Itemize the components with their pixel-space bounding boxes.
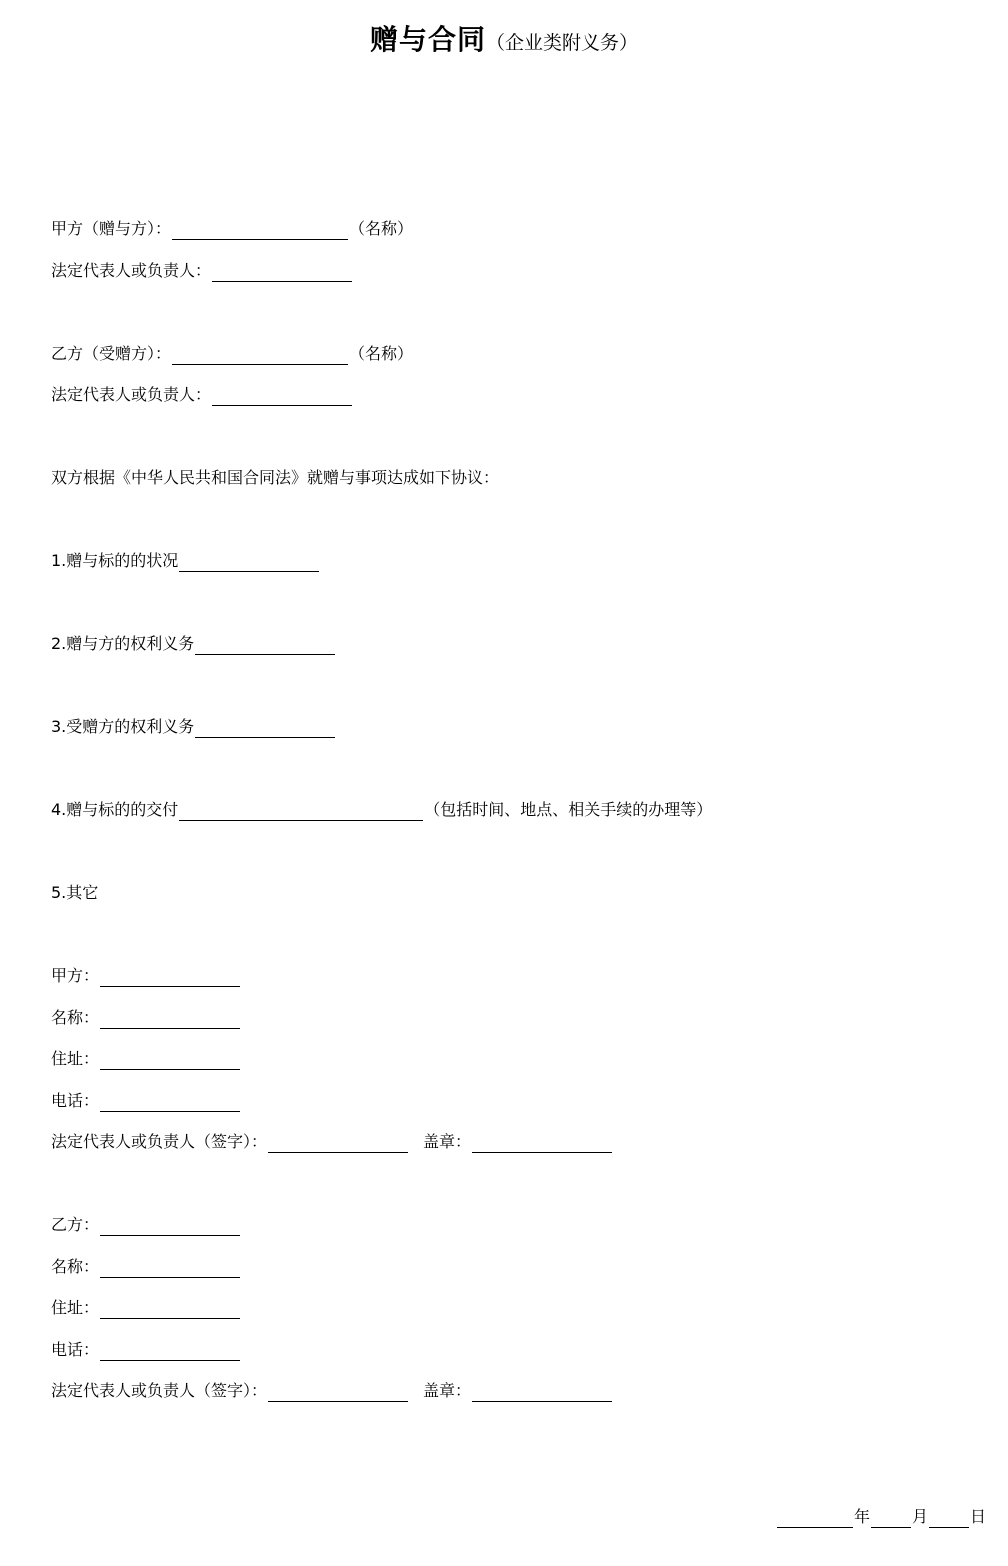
party-b-suffix: （名称） xyxy=(349,344,414,363)
clause-2-text: 2.赠与方的权利义务 xyxy=(51,634,195,653)
clause-1-text: 1.赠与标的的状况 xyxy=(51,551,179,570)
clause-3-blank[interactable] xyxy=(195,719,335,738)
sig-b-name-label: 名称： xyxy=(51,1257,100,1276)
sig-b-address-blank[interactable] xyxy=(100,1300,240,1319)
party-a-line xyxy=(51,218,413,240)
sig-b-seal-blank[interactable] xyxy=(472,1383,612,1402)
sig-b-address xyxy=(51,1297,241,1319)
sig-a-party-label: 甲方： xyxy=(51,966,100,985)
clause-4 xyxy=(51,799,712,821)
sig-a-address-blank[interactable] xyxy=(100,1051,240,1070)
clause-1 xyxy=(51,550,320,572)
sig-a-phone-blank[interactable] xyxy=(100,1093,240,1112)
year-label: 年 xyxy=(853,1507,870,1526)
sig-b-party xyxy=(51,1214,241,1236)
party-b-rep-line xyxy=(51,384,353,406)
sig-a-phone xyxy=(51,1090,241,1112)
sig-b-phone xyxy=(51,1339,241,1361)
party-b-rep-blank[interactable] xyxy=(212,387,352,406)
sig-a-address xyxy=(51,1048,241,1070)
sig-a-party-blank[interactable] xyxy=(100,968,240,987)
party-a-rep-blank[interactable] xyxy=(212,263,352,282)
sig-b-address-label: 住址： xyxy=(51,1298,100,1317)
sig-a-name-blank[interactable] xyxy=(100,1010,240,1029)
day-label: 日 xyxy=(969,1507,986,1526)
date-line xyxy=(776,1506,986,1528)
party-b-label: 乙方（受赠方）： xyxy=(51,344,172,363)
party-b-rep-label: 法定代表人或负责人： xyxy=(51,385,212,404)
party-b-blank[interactable] xyxy=(172,346,348,365)
sig-a-seal-blank[interactable] xyxy=(472,1134,612,1153)
sig-b-rep xyxy=(51,1380,613,1402)
clause-2 xyxy=(51,633,336,655)
sig-a-name-label: 名称： xyxy=(51,1008,100,1027)
sig-b-name xyxy=(51,1256,241,1278)
sig-a-address-label: 住址： xyxy=(51,1049,100,1068)
clause-4-blank[interactable] xyxy=(179,802,423,821)
sig-b-party-label: 乙方： xyxy=(51,1215,100,1234)
party-a-rep-label: 法定代表人或负责人： xyxy=(51,261,212,280)
clause-1-blank[interactable] xyxy=(179,553,319,572)
sig-b-phone-label: 电话： xyxy=(51,1340,100,1359)
clause-2-blank[interactable] xyxy=(195,636,335,655)
party-a-blank[interactable] xyxy=(172,221,348,240)
sig-b-rep-label: 法定代表人或负责人（签字）： xyxy=(51,1381,268,1400)
month-label: 月 xyxy=(911,1507,928,1526)
sig-a-rep-blank[interactable] xyxy=(268,1134,408,1153)
title-subtitle: （企业类附义务） xyxy=(486,32,639,54)
sig-a-rep-label: 法定代表人或负责人（签字）： xyxy=(51,1132,268,1151)
sig-b-rep-blank[interactable] xyxy=(268,1383,408,1402)
intro-text: 双方根据《中华人民共和国合同法》就赠与事项达成如下协议： xyxy=(51,468,500,487)
clause-4-text: 4.赠与标的的交付 xyxy=(51,800,179,819)
sig-a-phone-label: 电话： xyxy=(51,1091,100,1110)
document-title xyxy=(0,18,1008,58)
clause-5-text: 5.其它 xyxy=(51,883,99,902)
sig-a-rep xyxy=(51,1131,613,1153)
sig-b-party-blank[interactable] xyxy=(100,1217,240,1236)
day-blank[interactable] xyxy=(929,1509,969,1528)
sig-a-seal-label: 盖章： xyxy=(423,1132,472,1151)
sig-b-phone-blank[interactable] xyxy=(100,1342,240,1361)
sig-b-seal-label: 盖章： xyxy=(423,1381,472,1400)
sig-a-name xyxy=(51,1007,241,1029)
clause-4-suffix: （包括时间、地点、相关手续的办理等） xyxy=(424,800,713,819)
sig-a-party xyxy=(51,965,241,987)
sig-b-name-blank[interactable] xyxy=(100,1259,240,1278)
party-b-line xyxy=(51,343,413,365)
clause-5 xyxy=(51,882,98,904)
year-blank[interactable] xyxy=(777,1509,853,1528)
clause-3-text: 3.受赠方的权利义务 xyxy=(51,717,195,736)
party-a-label: 甲方（赠与方）： xyxy=(51,219,172,238)
clause-3 xyxy=(51,716,336,738)
party-a-rep-line xyxy=(51,260,353,282)
party-a-suffix: （名称） xyxy=(349,219,414,238)
month-blank[interactable] xyxy=(871,1509,911,1528)
title-main: 赠与合同 xyxy=(369,23,486,56)
